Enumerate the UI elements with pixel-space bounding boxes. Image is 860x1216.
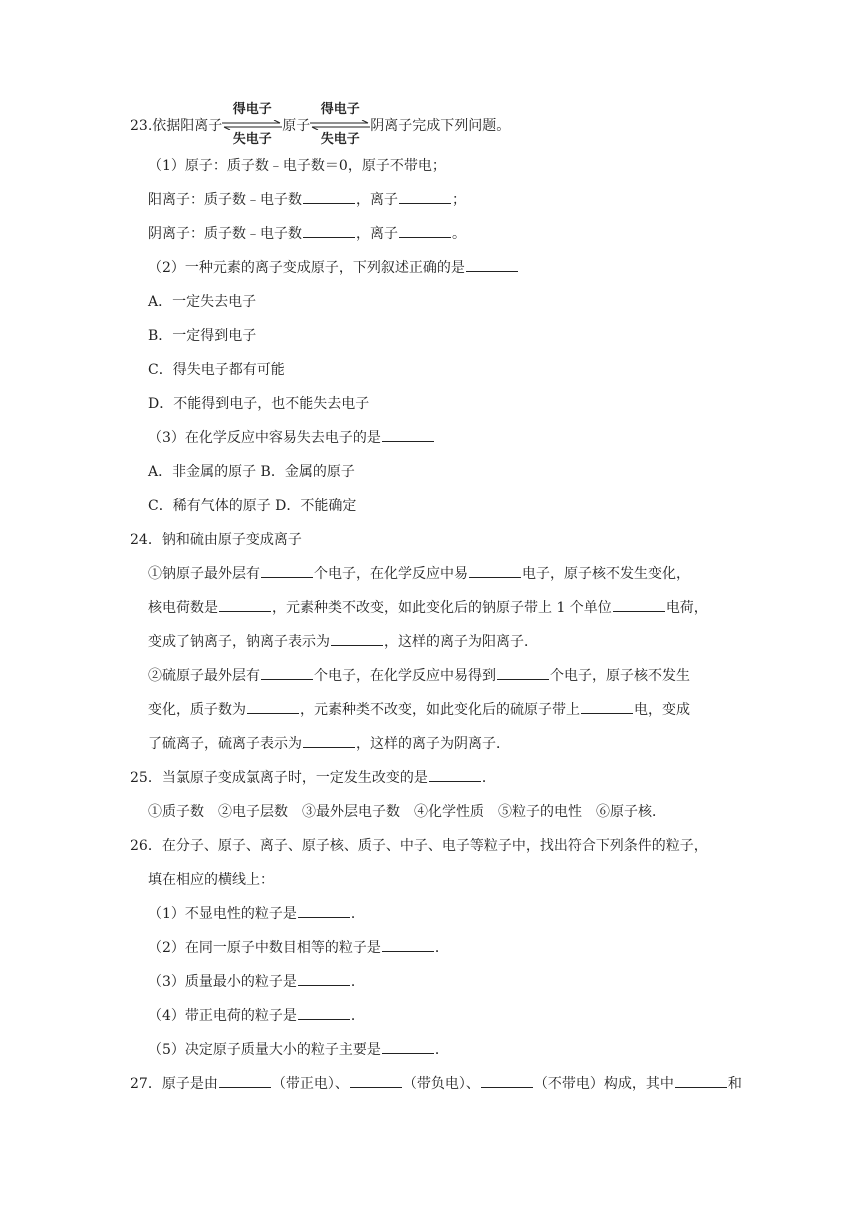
q23-p2-option-a: A．一定失去电子 (148, 294, 257, 310)
answer-blank[interactable] (429, 768, 481, 782)
equilibrium-arrow-1: 得电子 失电子 (222, 116, 282, 136)
answer-blank[interactable] (303, 734, 355, 748)
q23-p2-option-d: D．不能得到电子，也不能失去电子 (148, 396, 370, 412)
q26-item-4: （4）带正电荷的粒子是 ． (148, 1008, 365, 1024)
q26-stem-line-2: 填在相应的横线上： (148, 872, 274, 888)
double-arrow-icon (310, 120, 370, 130)
q23-cation-line: 阳离子：质子数﹣电子数 ，离子 ； (148, 192, 466, 208)
q23-p2-option-b: B．一定得到电子 (148, 328, 257, 344)
q23-p2-option-c: C．得失电子都有可能 (148, 362, 285, 378)
answer-blank[interactable] (219, 598, 271, 612)
q23-part1: （1）原子：质子数﹣电子数＝0，原子不带电； (148, 158, 446, 174)
answer-blank[interactable] (469, 564, 521, 578)
equilibrium-arrow-2: 得电子 失电子 (310, 116, 370, 136)
q23-part3: （3）在化学反应中容易失去电子的是 (148, 428, 435, 448)
answer-blank[interactable] (298, 972, 350, 986)
q26-item-3: （3）质量最小的粒子是 ． (148, 974, 365, 990)
answer-blank[interactable] (399, 190, 451, 204)
q26-item-5: （5）决定原子质量大小的粒子主要是 ． (148, 1042, 449, 1058)
q23-part2: （2）一种元素的离子变成原子，下列叙述正确的是 (148, 258, 519, 278)
q23-p3-options-ab: A．非金属的原子 B．金属的原子 (148, 464, 355, 480)
q24-sulfur-line-2: 变化，质子数为 ，元素种类不改变，如此变化后的硫原子带上 电，变成 (148, 702, 690, 718)
q25-stem: 25．当氯原子变成氯离子时，一定发生改变的是 ． (130, 770, 496, 786)
q24-sodium-line-1: ①钠原子最外层有 个电子，在化学反应中易 电子，原子核不发生变化， (148, 566, 690, 582)
answer-blank[interactable] (298, 904, 350, 918)
q26-stem-line-1: 26．在分子、原子、离子、原子核、质子、中子、电子等粒子中，找出符合下列条件的粒子， (130, 838, 708, 854)
answer-blank[interactable] (298, 1006, 350, 1020)
answer-blank[interactable] (261, 564, 313, 578)
q24-sulfur-line-1: ②硫原子最外层有 个电子，在化学反应中易得到 个电子，原子核不发生 (148, 668, 690, 684)
answer-blank[interactable] (303, 190, 355, 204)
q26-item-2: （2）在同一原子中数目相等的粒子是 ． (148, 940, 449, 956)
answer-blank[interactable] (481, 1074, 533, 1088)
answer-blank[interactable] (331, 632, 383, 646)
answer-blank[interactable] (219, 1074, 271, 1088)
answer-blank[interactable] (382, 428, 434, 442)
answer-blank[interactable] (466, 258, 518, 272)
answer-blank[interactable] (382, 938, 434, 952)
q24-sulfur-line-3: 了硫离子，硫离子表示为 ，这样的离子为阴离子． (148, 736, 510, 752)
q24-sodium-line-2: 核电荷数是 ，元素种类不改变，如此变化后的钠原子带上 1 个单位 电荷， (148, 600, 708, 616)
answer-blank[interactable] (581, 700, 633, 714)
q24-title: 24．钠和硫由原子变成离子 (130, 532, 302, 548)
double-arrow-icon (222, 120, 282, 130)
answer-blank[interactable] (613, 598, 665, 612)
q25-options: ①质子数 ②电子层数 ③最外层电子数 ④化学性质 ⑤粒子的电性 ⑥原子核． (148, 804, 666, 820)
answer-blank[interactable] (350, 1074, 402, 1088)
answer-blank[interactable] (303, 224, 355, 238)
q23-p3-options-cd: C．稀有气体的原子 D．不能确定 (148, 498, 357, 514)
q23-stem: 23.依据阳离子 得电子 失电子 原子 得电子 失电子 阴离子完成下列问题。 (130, 102, 511, 147)
q24-sodium-line-3: 变成了钠离子，钠离子表示为 ，这样的离子为阳离子． (148, 634, 538, 650)
q27-stem: 27．原子是由 （带正电）、 （带负电）、 （不带电）构成，其中 和 (130, 1076, 742, 1092)
answer-blank[interactable] (675, 1074, 727, 1088)
answer-blank[interactable] (261, 666, 313, 680)
q23-anion-line: 阴离子：质子数﹣电子数 ，离子 。 (148, 226, 466, 242)
answer-blank[interactable] (247, 700, 299, 714)
answer-blank[interactable] (497, 666, 549, 680)
q26-item-1: （1）不显电性的粒子是 ． (148, 906, 365, 922)
answer-blank[interactable] (399, 224, 451, 238)
answer-blank[interactable] (382, 1040, 434, 1054)
